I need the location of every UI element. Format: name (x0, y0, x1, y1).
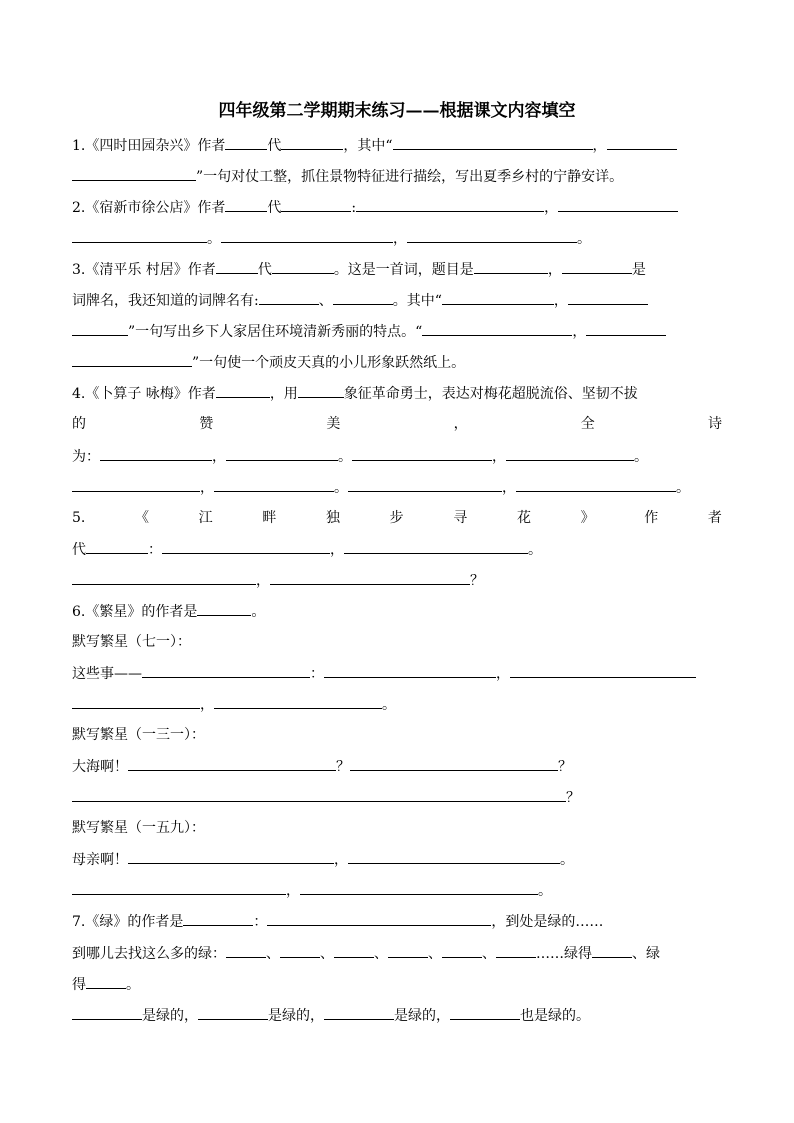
q7-text: 到哪儿去找这么多的绿： (72, 946, 226, 962)
q7-text: 也是绿的。 (520, 1008, 590, 1024)
q6-blank-poem[interactable] (72, 877, 286, 895)
q6-blank-poem[interactable] (128, 753, 336, 771)
q6-blank-poem[interactable] (300, 877, 538, 895)
q3-line-2 (72, 287, 648, 313)
q6-text: 。 (560, 852, 574, 868)
q7-blank-author[interactable] (183, 908, 253, 926)
q1-blank-poem[interactable] (393, 132, 593, 150)
q2-line-1 (72, 194, 678, 220)
q6-line-9 (72, 846, 574, 872)
q3-text: ， (547, 262, 562, 278)
q6-text: 这些事—— (72, 666, 142, 682)
q7-text: 、 (266, 946, 280, 962)
q6-line-10 (72, 877, 552, 903)
q3-text: 3.《清平乐 村居》作者 (72, 262, 216, 278)
q3-blank-poem[interactable] (72, 318, 128, 336)
q5-line-2 (72, 536, 542, 562)
q6-heading-131: 默写繁星（一三一）： (72, 727, 205, 743)
q3-line-4 (72, 349, 465, 375)
page-title: 四年级第二学期期末练习——根据课文内容填空 (218, 101, 576, 121)
q6-line-6 (72, 753, 572, 779)
q6-blank-poem[interactable] (510, 660, 696, 678)
q5-line-1 (72, 505, 722, 531)
q3-text: ”一句使一个顽皮天真的小儿形象跃然纸上。 (192, 355, 466, 371)
q7-blank-thing[interactable] (450, 1002, 520, 1020)
q7-text: ： (253, 914, 268, 930)
q1-text: ”一句对仗工整，抓住景物特征进行描绘，写出夏季乡村的宁静安详。 (196, 169, 624, 185)
q5-spread-char: 畔 (262, 510, 277, 526)
q7-blank-green[interactable] (86, 971, 126, 989)
q6-line-1 (72, 598, 265, 624)
q2-text: 代 (267, 200, 282, 216)
q5-text: ， (330, 542, 344, 558)
q7-blank-green[interactable] (334, 940, 374, 958)
q7-text: 、绿 (632, 946, 660, 962)
q4-spread-char: 美 (326, 416, 341, 432)
q5-spread-char: 作 (644, 510, 659, 526)
q5-blank-poem[interactable] (162, 536, 330, 554)
q6-text: ： (310, 666, 324, 682)
q5-text: 。 (528, 542, 542, 558)
q5-blank-poem[interactable] (344, 536, 528, 554)
q5-spread-char: 步 (389, 510, 404, 526)
q7-blank-green[interactable] (442, 940, 482, 958)
q2-text: 。 (207, 231, 221, 247)
q4-text: 。 (338, 449, 352, 465)
q5-text: ： (148, 542, 162, 558)
q6-text: ， (286, 883, 300, 899)
q2-blank-poem[interactable] (407, 225, 577, 243)
q6-text: 。 (251, 604, 266, 620)
q7-text: 、 (482, 946, 496, 962)
q7-line-4 (72, 1002, 590, 1028)
q4-blank-poem[interactable] (72, 474, 200, 492)
q4-text: 。 (676, 480, 690, 496)
q3-blank-poem[interactable] (586, 318, 666, 336)
q3-text: ， (553, 293, 568, 309)
q5-spread-char: 花 (516, 510, 531, 526)
q1-line-1 (72, 132, 677, 158)
q3-blank-poem[interactable] (568, 287, 648, 305)
q4-blank-symbol[interactable] (298, 380, 344, 398)
q6-blank-poem[interactable] (350, 753, 558, 771)
q4-spread-char: 全 (580, 416, 595, 432)
q7-blank-thing[interactable] (198, 1002, 268, 1020)
q7-blank-green[interactable] (496, 940, 536, 958)
q1-text: 1.《四时田园杂兴》作者 (72, 138, 226, 154)
q2-blank-poem[interactable] (356, 194, 544, 212)
q5-text: ， (256, 573, 270, 589)
q3-text: 。这是一首词，题目是 (333, 262, 474, 278)
q3-text: 词牌名，我还知道的词牌名有: (72, 293, 259, 309)
q3-blank-author[interactable] (216, 256, 258, 274)
q6-text: 6.《繁星》的作者是 (72, 604, 198, 620)
q4-blank-author[interactable] (216, 380, 270, 398)
q5-blank-dynasty[interactable] (86, 536, 148, 554)
q4-spread-char: 赞 (199, 416, 214, 432)
q4-text: ， (212, 449, 226, 465)
q3-blank-poem[interactable] (442, 287, 554, 305)
q3-line-1 (72, 256, 646, 282)
q4-line-1 (72, 380, 638, 406)
q4-text: 4.《卜算子 咏梅》作者 (72, 386, 216, 402)
q3-text: 是 (631, 262, 646, 278)
q3-text: ， (572, 324, 587, 340)
q4-line-2 (72, 411, 722, 437)
q6-line-4 (72, 691, 396, 717)
q3-blank-poem[interactable] (72, 349, 192, 367)
q7-text: 是绿的， (268, 1008, 324, 1024)
q4-text: 。 (634, 449, 648, 465)
q6-heading-71: 默写繁星（七一）： (72, 634, 191, 650)
q3-text: 代 (257, 262, 272, 278)
q1-blank-author[interactable] (225, 132, 267, 150)
q4-spread-char: ， (453, 416, 468, 432)
q2-text: 。 (577, 231, 591, 247)
q7-text: 、 (374, 946, 388, 962)
q2-blank-author[interactable] (225, 194, 267, 212)
q6-blank-poem[interactable] (348, 846, 560, 864)
q3-text: ”一句写出乡下人家居住环境清新秀丽的特点。“ (128, 324, 423, 340)
q5-spread-char: 江 (198, 510, 213, 526)
q6-text: 。 (538, 883, 552, 899)
q6-blank-poem[interactable] (214, 691, 382, 709)
q7-blank-thing[interactable] (72, 1002, 142, 1020)
q3-blank-title[interactable] (562, 256, 632, 274)
q7-blank-text[interactable] (267, 908, 491, 926)
q1-blank-dynasty[interactable] (281, 132, 343, 150)
q5-text: 代 (72, 542, 86, 558)
q6-line-3 (72, 660, 696, 686)
q2-blank-poem[interactable] (72, 225, 207, 243)
q1-blank-poem[interactable] (72, 163, 196, 181)
q1-line-2 (72, 163, 623, 189)
q6-blank-author[interactable] (197, 598, 251, 616)
q6-text: ？ (558, 759, 572, 775)
q7-text: 。 (126, 977, 140, 993)
q6-text: 。 (382, 697, 396, 713)
q3-text: 。其中“ (392, 293, 442, 309)
q3-blank-cipai[interactable] (333, 287, 393, 305)
q7-text: 得 (72, 977, 86, 993)
q6-text: ？ (566, 790, 580, 806)
q4-blank-poem[interactable] (506, 443, 634, 461)
q2-line-2 (72, 225, 591, 251)
q6-blank-poem[interactable] (142, 660, 310, 678)
q1-text: ， (592, 138, 607, 154)
q6-blank-poem[interactable] (72, 691, 200, 709)
q7-text: 、 (428, 946, 442, 962)
q2-text: ， (393, 231, 407, 247)
q2-text: : (351, 200, 357, 216)
q5-spread-char: 《 (135, 510, 150, 526)
q7-text: ，到处是绿的…… (491, 914, 604, 930)
q3-blank-poem[interactable] (422, 318, 572, 336)
q4-text: ， (200, 480, 214, 496)
q5-spread-char: 独 (325, 510, 340, 526)
q4-line-3 (72, 443, 648, 469)
q6-text: ？ (336, 759, 350, 775)
q2-blank-poem[interactable] (221, 225, 393, 243)
q4-blank-poem[interactable] (516, 474, 676, 492)
q1-text: ，其中“ (343, 138, 393, 154)
q6-text: ， (334, 852, 348, 868)
q6-blank-poem[interactable] (72, 784, 566, 802)
q6-blank-poem[interactable] (128, 846, 334, 864)
q2-text: 2.《宿新市徐公店》作者 (72, 200, 226, 216)
q5-text: ？ (470, 573, 484, 589)
q7-line-2 (72, 940, 660, 966)
q6-heading-159: 默写繁星（一五九）： (72, 820, 205, 836)
q4-spread-char: 诗 (707, 416, 722, 432)
q6-text: 母亲啊！ (72, 852, 128, 868)
q2-blank-poem[interactable] (558, 194, 678, 212)
q4-text: 为： (72, 449, 100, 465)
q1-text: 代 (267, 138, 282, 154)
q7-blank-green[interactable] (226, 940, 266, 958)
q7-blank-green[interactable] (592, 940, 632, 958)
q4-blank-poem[interactable] (348, 474, 502, 492)
q7-text: 、 (320, 946, 334, 962)
q4-text: ， (492, 449, 506, 465)
q3-text: 、 (318, 293, 333, 309)
q7-blank-green[interactable] (388, 940, 428, 958)
q3-blank-cipai[interactable] (259, 287, 319, 305)
q1-blank-poem[interactable] (607, 132, 677, 150)
q4-text: ， (502, 480, 516, 496)
q6-text: ， (200, 697, 214, 713)
q4-line-4 (72, 474, 690, 500)
q4-spread-char: 的 (72, 416, 86, 432)
q6-line-7 (72, 784, 580, 810)
q7-blank-thing[interactable] (324, 1002, 394, 1020)
q2-blank-dynasty[interactable] (281, 194, 351, 212)
q6-blank-poem[interactable] (324, 660, 496, 678)
q2-text: ， (544, 200, 559, 216)
q4-blank-poem[interactable] (352, 443, 492, 461)
q7-text: 7.《绿》的作者是 (72, 914, 184, 930)
q5-spread-char: 寻 (453, 510, 468, 526)
q7-text: 是绿的， (394, 1008, 450, 1024)
q4-text: 象征革命勇士，表达对梅花超脱流俗、坚韧不拔 (343, 386, 638, 402)
q3-blank-title[interactable] (474, 256, 548, 274)
q4-blank-poem[interactable] (214, 474, 334, 492)
q7-line-3 (72, 971, 140, 997)
q5-spread-char: 者 (707, 510, 722, 526)
q6-text: ， (496, 666, 510, 682)
q4-blank-poem[interactable] (226, 443, 338, 461)
q7-text: 是绿的， (142, 1008, 198, 1024)
q5-spread-char: 》 (580, 510, 595, 526)
q4-text: 。 (334, 480, 348, 496)
q5-blank-poem[interactable] (270, 567, 470, 585)
q4-blank-poem[interactable] (100, 443, 212, 461)
q7-text: ……绿得 (536, 946, 592, 962)
q5-blank-poem[interactable] (72, 567, 256, 585)
q6-text: 大海啊！ (72, 759, 128, 775)
q4-text: ，用 (269, 386, 298, 402)
q3-blank-dynasty[interactable] (272, 256, 334, 274)
q7-line-1 (72, 908, 603, 934)
q3-line-3 (72, 318, 666, 344)
q5-line-3 (72, 567, 484, 593)
q5-spread-char: 5. (72, 510, 86, 526)
q7-blank-green[interactable] (280, 940, 320, 958)
